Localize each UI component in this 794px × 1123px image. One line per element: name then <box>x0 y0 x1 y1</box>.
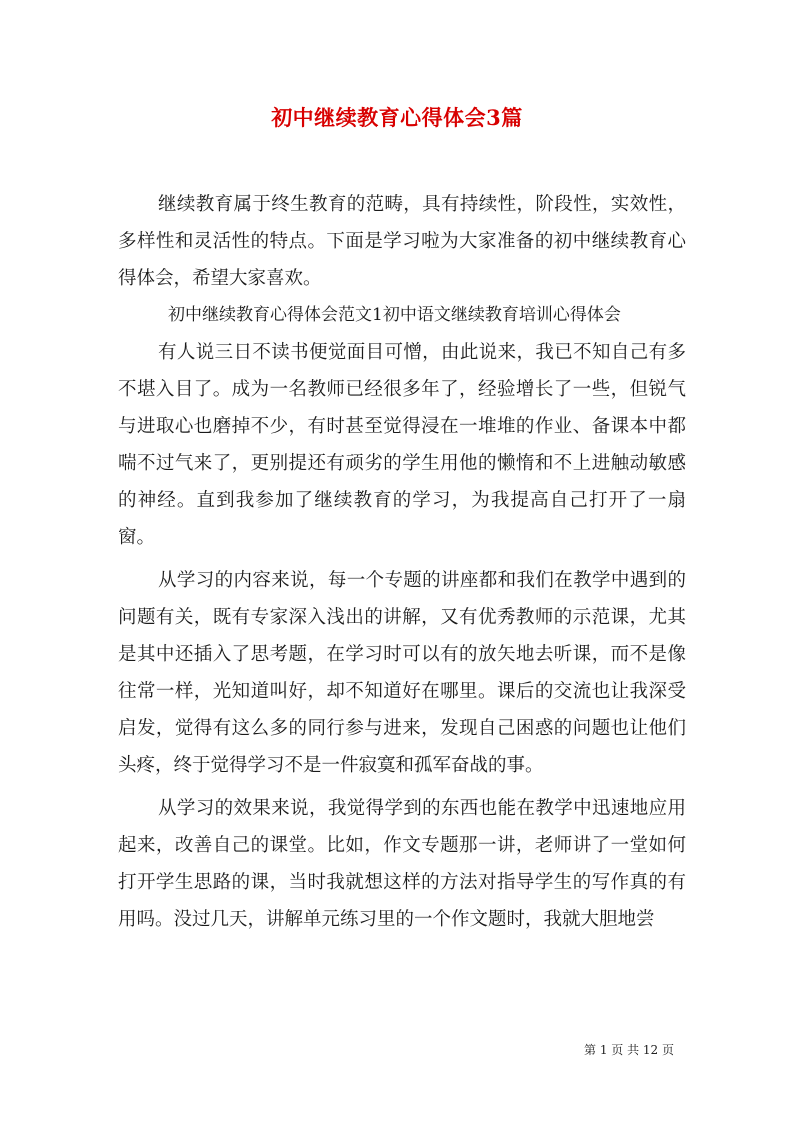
document-title: 初中继续教育心得体会3篇 <box>271 105 523 130</box>
body-paragraph: 从学习的内容来说，每一个专题的讲座都和我们在教学中遇到的问题有关，既有专家深入浅出的讲解，又有优秀教师的示范课，尤其是其中还插入了思考题，在学习时可以有的放矢地去听课，而不是像往常一样，光知道叫好，却不知道好在哪里。课后的交流也让我深受启发，觉得有这么多的同行参与进来，发现自己困惑的问题也让他们头疼，终于觉得学习不是一件寂寞和孤军奋战的事。 <box>118 570 686 776</box>
body-paragraph: 从学习的效果来说，我觉得学到的东西也能在教学中迅速地应用起来，改善自己的课堂。比如，作文专题那一讲，老师讲了一堂如何打开学生思路的课，当时我就想这样的方法对指导学生的写作真的有用吗。没过几天，讲解单元练习里的一个作文题时，我就大胆地尝 <box>118 798 686 930</box>
section-heading: 初中继续教育心得体会范文1初中语文继续教育培训心得体会 <box>168 305 621 325</box>
page-number: 第 1 页 共 12 页 <box>584 1043 674 1057</box>
body-paragraph: 有人说三日不读书便觉面目可憎，由此说来，我已不知自己有多不堪入目了。成为一名教师已经很多年了，经验增长了一些，但锐气与进取心也磨掉不少，有时甚至觉得浸在一堆堆的作业、备课本中都喘不过气来了，更别提还有顽劣的学生用他的懒惰和不上进触动敏感的神经。直到我参加了继续教育的学习，为我提高自己打开了一扇窗。 <box>118 342 686 548</box>
intro-paragraph: 继续教育属于终生教育的范畴，具有持续性，阶段性，实效性，多样性和灵活性的特点。下面是学习啦为大家准备的初中继续教育心得体会，希望大家喜欢。 <box>118 194 686 289</box>
document-body <box>118 186 686 938</box>
